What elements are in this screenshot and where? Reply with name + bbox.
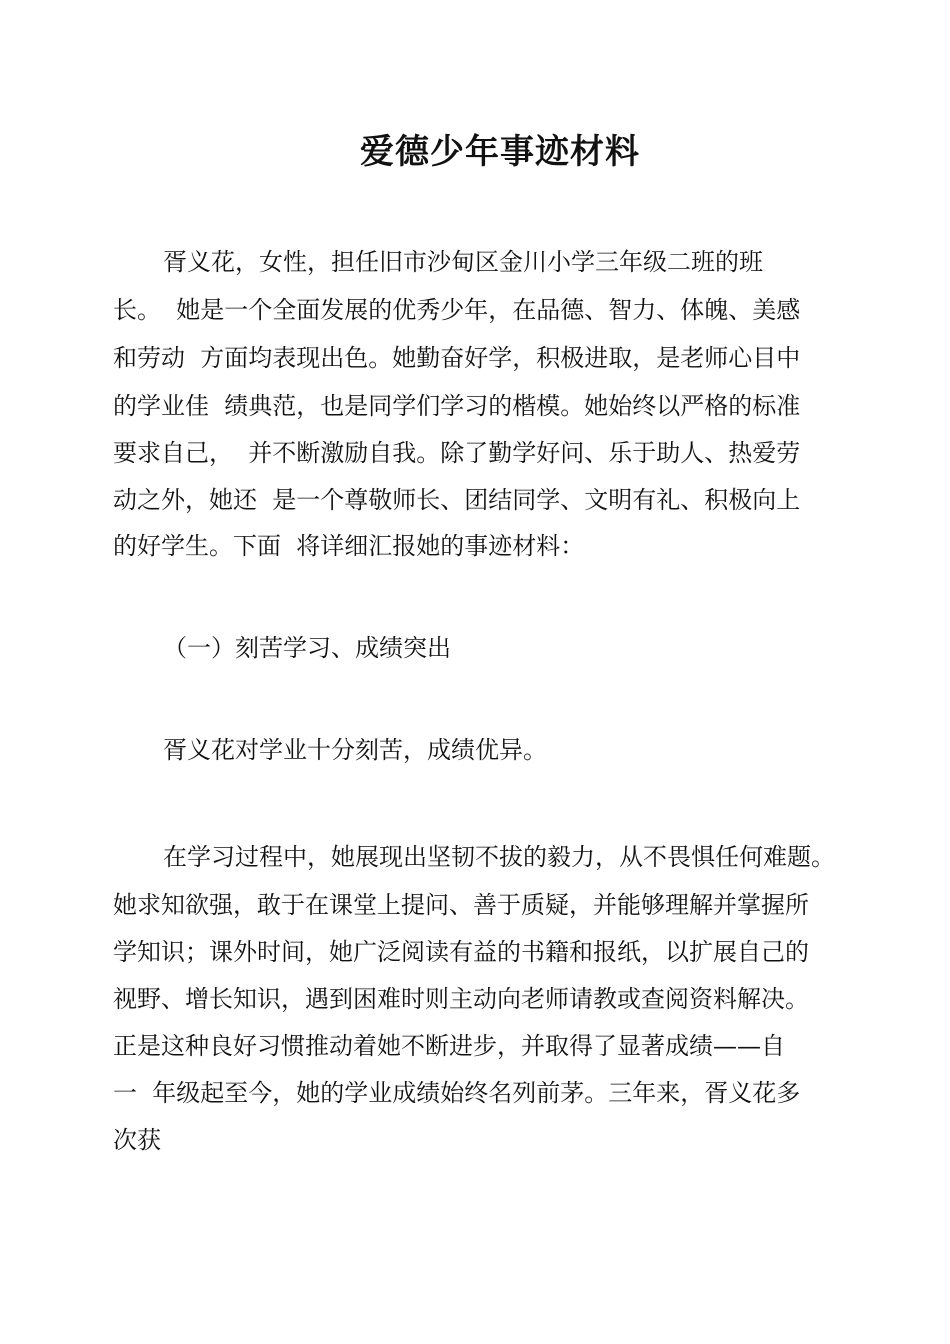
intro-line-5: 要求自己， 并不断激励自我。除了勤学好问、乐于助人、热爱劳 <box>113 439 801 467</box>
body-line-2: 她求知欲强，敢于在课堂上提问、善于质疑，并能够理解并掌握所 <box>113 891 809 919</box>
intro-line-4: 的学业佳 绩典范，也是同学们学习的楷模。她始终以严格的标准 <box>113 392 801 420</box>
section-heading: （一）刻苦学习、成绩突出 <box>163 634 451 662</box>
body-line-5: 正是这种良好习惯推动着她不断进步，并取得了显著成绩——自 <box>113 1032 785 1060</box>
intro-line-2: 长。 她是一个全面发展的优秀少年，在品德、智力、体魄、美感 <box>113 296 801 324</box>
summary-line: 胥义花对学业十分刻苦，成绩优异。 <box>163 736 547 764</box>
intro-line-7: 的好学生。下面 将详细汇报她的事迹材料： <box>113 532 585 560</box>
body-line-4: 视野、增长知识，遇到困难时则主动向老师请教或查阅资料解决。 <box>113 985 809 1013</box>
body-line-1: 在学习过程中，她展现出坚韧不拔的毅力，从不畏惧任何难题。 <box>163 843 835 871</box>
body-line-7: 次获 <box>113 1126 161 1154</box>
intro-line-3: 和劳动 方面均表现出色。她勤奋好学，积极进取，是老师心目中 <box>113 344 801 372</box>
document-title: 爱德少年事迹材料 <box>360 132 640 172</box>
body-line-3: 学知识；课外时间，她广泛阅读有益的书籍和报纸，以扩展自己的 <box>113 938 809 966</box>
intro-line-6: 动之外，她还 是一个尊敬师长、团结同学、文明有礼、积极向上 <box>113 486 801 514</box>
body-line-6: 一 年级起至今，她的学业成绩始终名列前茅。三年来，胥义花多 <box>113 1079 801 1107</box>
intro-line-1: 胥义花，女性，担任旧市沙甸区金川小学三年级二班的班 <box>163 248 763 276</box>
